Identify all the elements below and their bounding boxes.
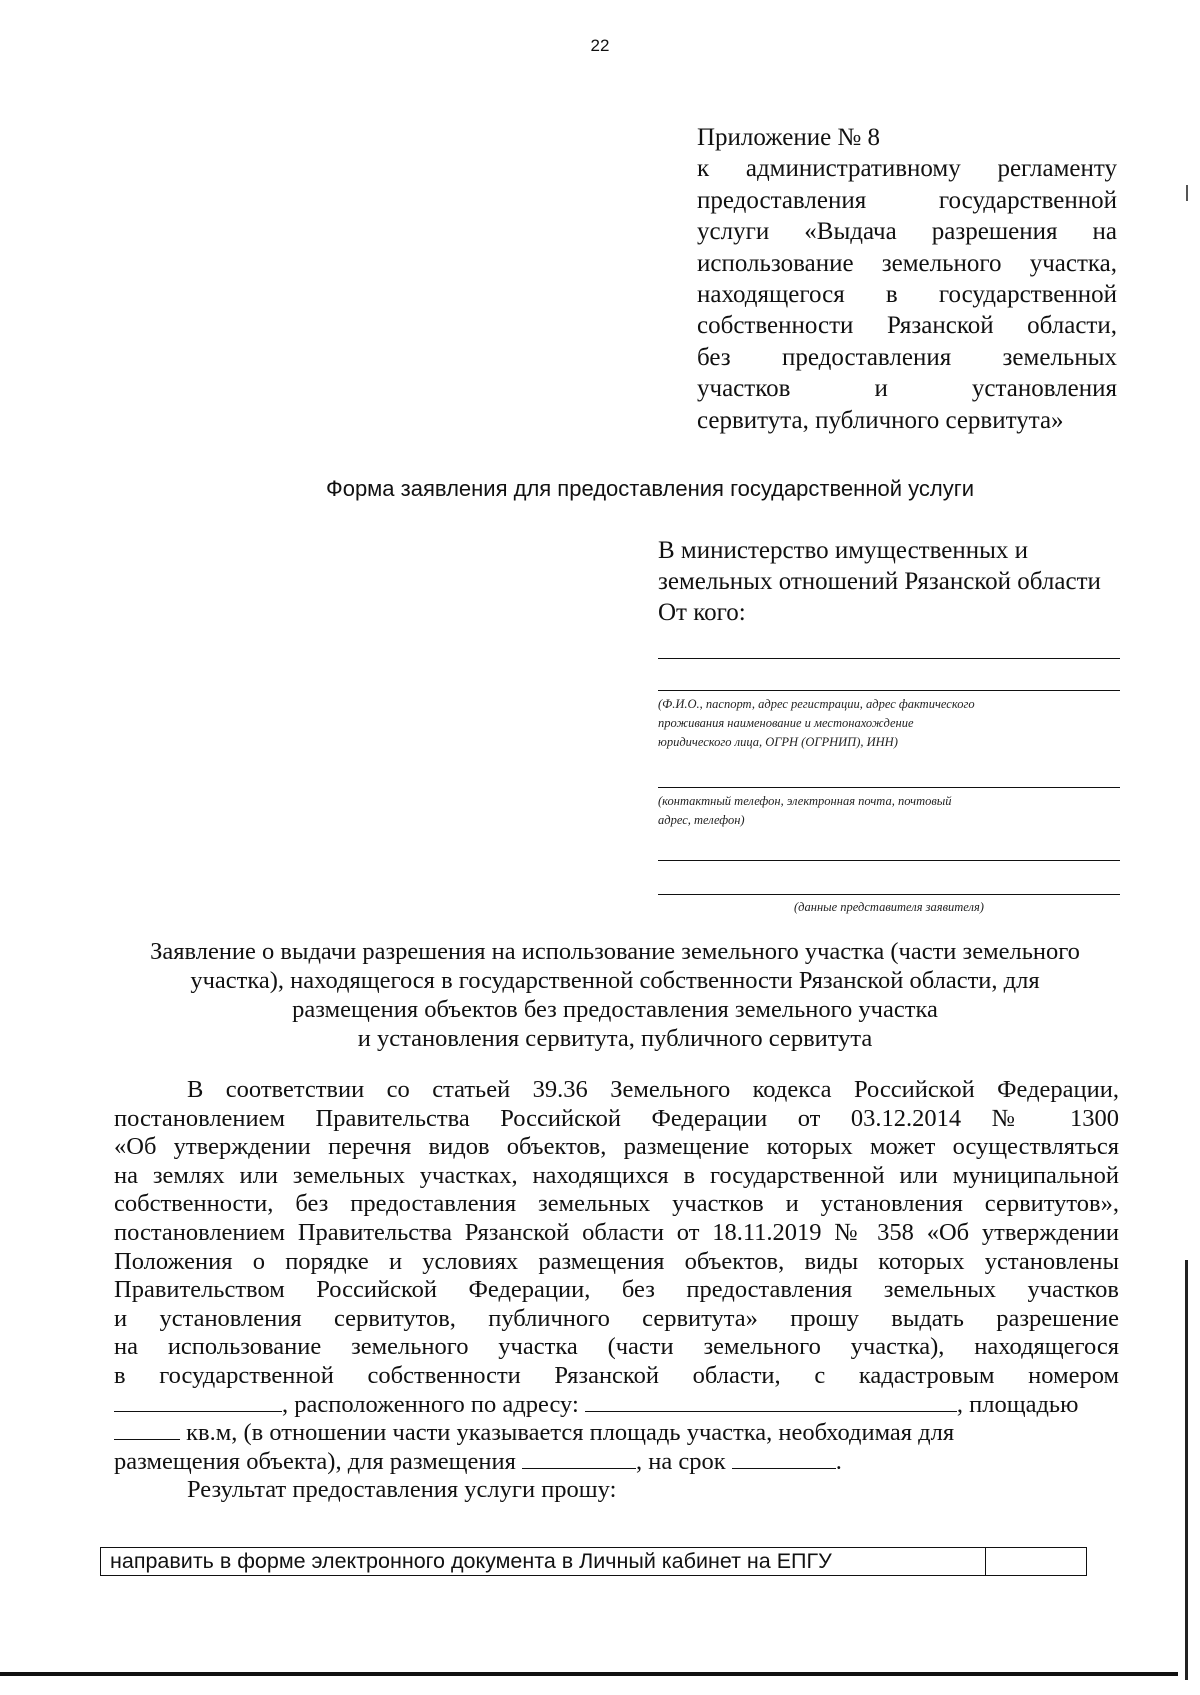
appendix-line: использование земельного участка, — [697, 249, 1117, 277]
statement-title-line: Заявление о выдачи разрешения на использование земельного участка (части земельного — [150, 938, 1080, 965]
body-fragment: размещения объекта), для размещения — [114, 1447, 516, 1475]
body-line: на использование земельного участка (части земельного участка), находящегося — [114, 1333, 1119, 1361]
body-fragment: . — [835, 1447, 842, 1475]
result-option-checkbox[interactable] — [986, 1548, 1086, 1575]
appendix-line: без предоставления земельных — [697, 343, 1117, 371]
hint-line: адрес, телефон) — [658, 813, 745, 827]
applicant-details-line — [658, 690, 1120, 691]
area-blank[interactable] — [114, 1419, 180, 1440]
representative-hint: (данные представителя заявителя) — [794, 900, 984, 914]
body-line: Правительством Российской Федерации, без предоставления земельных участков — [114, 1276, 1119, 1304]
result-option-row — [100, 1547, 1087, 1576]
body-line: и установления сервитутов, публичного сервитута» прошу выдать разрешение — [114, 1304, 1119, 1332]
scan-edge-mark — [1186, 185, 1188, 201]
body-line: в государственной собственности Рязанской области, с кадастровым номером — [114, 1361, 1119, 1389]
purpose-blank[interactable] — [522, 1448, 636, 1469]
applicant-hint — [658, 695, 1128, 752]
body-line: постановлением Правительства Российской Федерации от 03.12.2014 № 1300 — [114, 1104, 1119, 1132]
result-option-label: направить в форме электронного документа в Личный кабинет на ЕПГУ — [101, 1548, 986, 1575]
appendix-line: к административному регламенту — [697, 155, 1117, 183]
appendix-line: участков и установления — [697, 375, 1117, 403]
hint-line: (Ф.И.О., паспорт, адрес регистрации, адрес фактического — [658, 697, 975, 711]
representative-blank-line — [658, 860, 1120, 861]
statement-title — [100, 937, 1130, 1053]
body-line: В соответствии со статьей 39.36 Земельного кодекса Российской Федерации, — [187, 1076, 1119, 1103]
statement-title-line: размещения объектов без предоставления земельного участка — [292, 996, 938, 1023]
appendix-block — [697, 122, 1117, 436]
statement-title-line: и установления сервитута, публичного сервитута — [357, 1025, 873, 1052]
hint-line: (контактный телефон, электронная почта, почтовый — [658, 794, 952, 808]
appendix-line: сервитута, публичного сервитута» — [697, 406, 1064, 434]
body-line: собственности, без предоставления земельных участков и установления сервитутов», — [114, 1190, 1119, 1218]
appendix-heading: Приложение № 8 — [697, 124, 881, 151]
appendix-line: предоставления государственной — [697, 186, 1117, 214]
body-fragment: , на срок — [635, 1447, 726, 1475]
appendix-line: собственности Рязанской области, — [697, 312, 1117, 340]
body-fragment: , расположенного по адресу: — [282, 1390, 579, 1418]
addressee-line: В министерство имущественных и — [658, 537, 1029, 564]
body-line: «Об утверждении перечня видов объектов, размещение которых может осуществляться — [114, 1133, 1119, 1161]
statement-title-line: участка), находящегося в государственной собственности Рязанской области, для — [190, 967, 1040, 994]
body-line — [114, 1448, 1119, 1477]
body-line: на землях или земельных участках, находящихся в государственной или муниципальной — [114, 1161, 1119, 1189]
address-blank[interactable] — [585, 1391, 957, 1412]
statement-body — [114, 1076, 1119, 1505]
result-request-label: Результат предоставления услуги прошу: — [187, 1476, 617, 1504]
form-title: Форма заявления для предоставления государственной услуги — [325, 476, 975, 501]
applicant-blank-line — [658, 658, 1120, 659]
hint-line: юридического лица, ОГРН (ОГРНИП), ИНН) — [658, 735, 898, 749]
body-line — [114, 1391, 1119, 1420]
cadastral-number-blank[interactable] — [114, 1391, 282, 1412]
representative-line — [658, 894, 1120, 895]
addressee-block — [658, 535, 1128, 628]
appendix-line: услуги «Выдача разрешения на — [697, 218, 1117, 246]
hint-line: проживания наименование и местонахождение — [658, 716, 914, 730]
body-fragment: , площадью — [956, 1390, 1079, 1418]
body-fragment: кв.м, (в отношении части указывается площадь участка, необходимая для — [186, 1419, 955, 1447]
contact-line — [658, 787, 1120, 788]
addressee-line: земельных отношений Рязанской области — [658, 568, 1101, 595]
scan-bottom-edge — [0, 1672, 1178, 1676]
body-line: постановлением Правительства Рязанской области от 18.11.2019 № 358 «Об утверждении — [114, 1218, 1119, 1246]
term-blank[interactable] — [732, 1448, 836, 1469]
scan-edge-line — [1185, 1260, 1188, 1680]
body-line — [114, 1419, 1119, 1448]
contact-hint — [658, 792, 1128, 830]
page-number: 22 — [590, 36, 610, 55]
addressee-from-label: От кого: — [658, 599, 746, 626]
body-line: Положения о порядке и условиях размещения объектов, виды которых установлены — [114, 1247, 1119, 1275]
appendix-line: находящегося в государственной — [697, 281, 1117, 309]
